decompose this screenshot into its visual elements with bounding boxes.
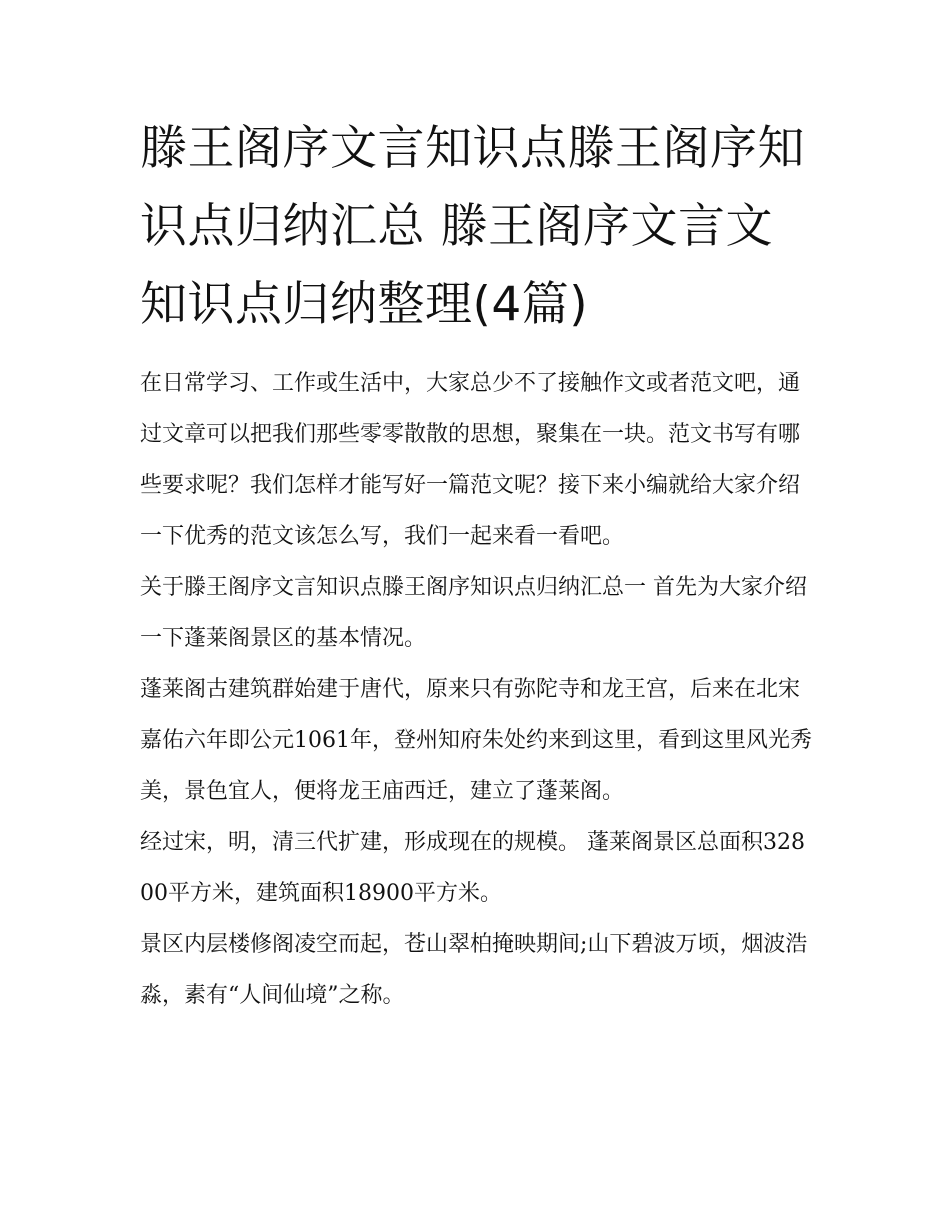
document-page xyxy=(140,110,815,1021)
document-body xyxy=(140,358,815,1021)
paragraph-scenery: 景区内层楼修阁凌空而起，苍山翠柏掩映期间;山下碧波万顷，烟波浩淼，素有“人间仙境”之称。 xyxy=(140,932,808,1008)
paragraph-history: 蓬莱阁古建筑群始建于唐代，原来只有弥陀寺和龙王宫，后来在北宋嘉佑六年即公元1061年，登州知府朱处约来到这里，看到这里风光秀美，景色宜人，便将龙王庙西迁，建立了蓬莱阁。 xyxy=(140,677,812,804)
paragraph-overview: 关于滕王阁序文言知识点滕王阁序知识点归纳汇总一 首先为大家介绍一下蓬莱阁景区的基本情况。 xyxy=(140,575,807,651)
paragraph-intro: 在日常学习、工作或生活中，大家总少不了接触作文或者范文吧，通过文章可以把我们那些零零散散的思想，聚集在一块。范文书写有哪些要求呢？我们怎样才能写好一篇范文呢？接下来小编就给大家介绍一下优秀的范文该怎么写，我们一起来看一看吧。 xyxy=(140,371,801,549)
document-title: 滕王阁序文言知识点滕王阁序知识点归纳汇总 滕王阁序文言文知识点归纳整理(4篇) xyxy=(140,121,805,332)
paragraph-scale: 经过宋，明，清三代扩建，形成现在的规模。 蓬莱阁景区总面积32800平方米，建筑面积18900平方米。 xyxy=(140,830,805,906)
